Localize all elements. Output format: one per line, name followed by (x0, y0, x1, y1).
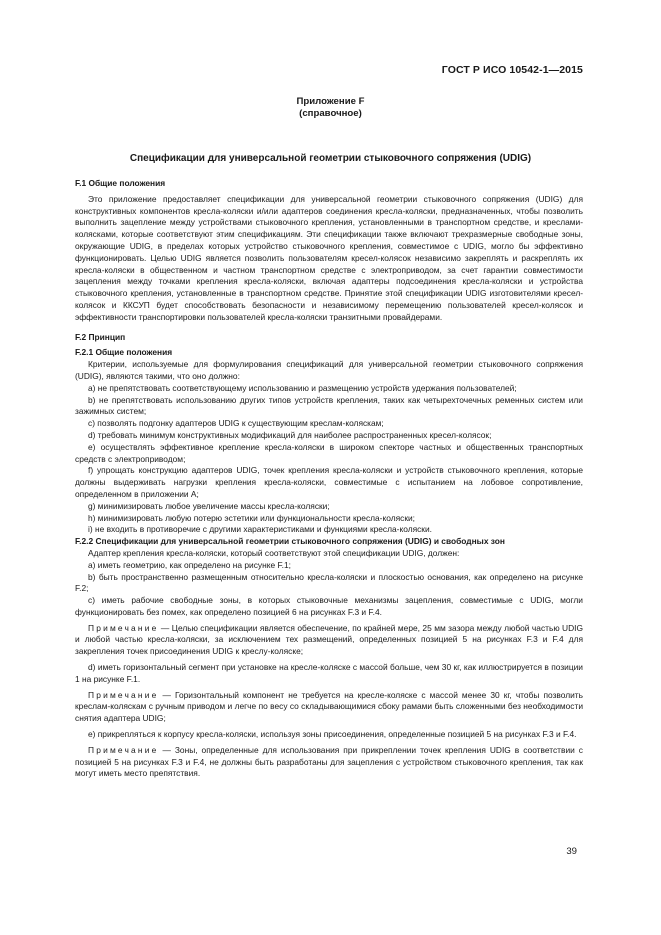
note-2 (75, 690, 583, 725)
note-3-text: — Зоны, определенные для использования при прикреплении точек крепления UDIG в соответствии с позицией 5 на рисунках F.3 и F.4, не должны быть разработаны для зацепления с устройством стыковочного крепления, так как могут иметь место препятствия. (75, 744, 583, 779)
section-f2-heading: F.2 Принцип (75, 331, 126, 342)
list-item: e) прикрепляться к корпусу кресла-коляски, используя зоны присоединения, определенные позицией 5 на рисунках F.3 и F.4. (88, 729, 577, 740)
annex-heading (0, 96, 661, 119)
note-3-label: Примечание (88, 744, 159, 755)
note-1 (75, 623, 583, 658)
list-item: c) позволять подгонку адаптеров UDIG к существующим креслам-коляскам; (88, 418, 384, 429)
list-item: d) требовать минимум конструктивных модификаций для наиболее распространенных кресел-колясок; (88, 429, 492, 440)
list-item: b) не препятствовать использованию других типов устройств крепления, таких как четырехточечных ременных систем или зажимных систем; (75, 394, 583, 417)
list-item: g) минимизировать любое увеличение массы кресла-коляски; (88, 500, 330, 511)
note-1-label: Примечание (88, 622, 159, 633)
section-f1-paragraph: Это приложение предоставляет спецификации для универсальной геометрии стыковочного сопряжения (UDIG) для конструктивных компонентов кресла-коляски и/или адаптеров соединения кресла-коляски, предназначенных, чтобы позволить выполнить зацепление между устройствами стыковочного крепления, установленными в транспортном средстве, и креслами-колясками, которые соответствуют этим спецификациям. Эти спецификации также включают трехразмерные свободные зоны, окружающие UDIG, в пределах которых устройство стыковочного крепления, совместимое с UDIG, могло бы эффективно функционировать. Целью UDIG является позволить пользователям кресел-колясок независимо закреплять и раскреплять их кресла-коляски в общественном и частном транспортном средстве с электроприводом, за счет гарантии совместимости зацепления между точками крепления кресла-коляски, включая адаптеры подсоединения кресла-коляски и устройства стыковочного крепления, установленные в транспортном средстве. Принятие этой спецификации UDIG изготовителями кресел-колясок и ККСУП будет способствовать безопасности и независимому перемещению пользователей кресел-колясок и эффективности транспортировки пользователей кресла-коляски транзитными провайдерами. (75, 193, 583, 322)
note-3 (75, 745, 583, 780)
list-item: d) иметь горизонтальный сегмент при установке на кресле-коляске с массой больше, чем 30 кг, как иллюстрируется в позиции 1 на рисунке F.1. (75, 662, 583, 684)
list-item: a) не препятствовать соответствующему использованию и размещению устройств удержания пользователей; (88, 382, 517, 393)
annex-label: Приложение F (296, 96, 365, 107)
note-1-text: — Целью спецификации является обеспечение, по крайней мере, 25 мм зазора между любой частью UDIG и любой частью кресла-коляски, за исключением тех размещений, определенных позицией 5 на рисунках F.3 и F.4 для закрепления точек присоединения UDIG к креслу-коляске; (75, 622, 583, 657)
section-f22-heading: F.2.2 Спецификации для универсальной геометрии стыковочного сопряжения (UDIG) и свободных зон (75, 536, 505, 547)
note-2-label: Примечание (88, 689, 159, 700)
main-content (75, 178, 583, 780)
list-item: b) быть пространственно размещенным относительно кресла-коляски и плоскостью основания, как определено на рисунке F.2; (75, 571, 583, 594)
list-item: e) осуществлять эффективное крепление кресла-коляски в широком спекторе частных и общественных транспортных средств с электроприводом; (75, 441, 583, 464)
section-f21-heading: F.2.1 Общие положения (75, 347, 173, 358)
section-f21-intro: Критерии, используемые для формулирования спецификаций для универсальной геометрии стыковочного сопряжения (UDIG), являются такими, что оно должно: (75, 359, 583, 381)
list-item: c) иметь рабочие свободные зоны, в которых стыковочные механизмы зацепления, совместимые с UDIG, могли функционировать без помех, как определено позицией 6 на рисунках F.3 и F.4. (75, 595, 583, 617)
section-f1-heading: F.1 Общие положения (75, 178, 166, 188)
page-number: 39 (566, 846, 577, 857)
annex-status: (справочное) (299, 107, 362, 119)
list-item: a) иметь геометрию, как определено на рисунке F.1; (88, 559, 291, 570)
list-item: f) упрощать конструкцию адаптеров UDIG, точек крепления кресла-коляски и устройств стыковочного крепления, которые должны выдерживать нагрузки крепления кресла-коляски, совместимые с испытанием на лобовое сопротивление, определенном в приложении A; (75, 465, 583, 499)
note-2-text: — Горизонтальный компонент не требуется на кресле-коляске с массой менее 30 кг, чтобы позволить креслам-коляскам с ручным приводом и легче по весу со складывающимися сбоку рамами быть сложенными без необходимости снятия адаптера UDIG; (75, 689, 583, 724)
list-item: i) не входить в противоречие с другими характеристиками и функциями кресла-коляски. (88, 524, 432, 535)
list-item: h) минимизировать любую потерю эстетики или функциональности кресла-коляски; (88, 512, 415, 523)
section-f22-intro: Адаптер крепления кресла-коляски, который соответствуют этой спецификации UDIG, должен: (88, 547, 460, 558)
annex-title: Спецификации для универсальной геометрии стыковочного сопряжения (UDIG) (129, 153, 532, 164)
document-id-header: ГОСТ Р ИСО 10542-1—2015 (441, 64, 583, 76)
